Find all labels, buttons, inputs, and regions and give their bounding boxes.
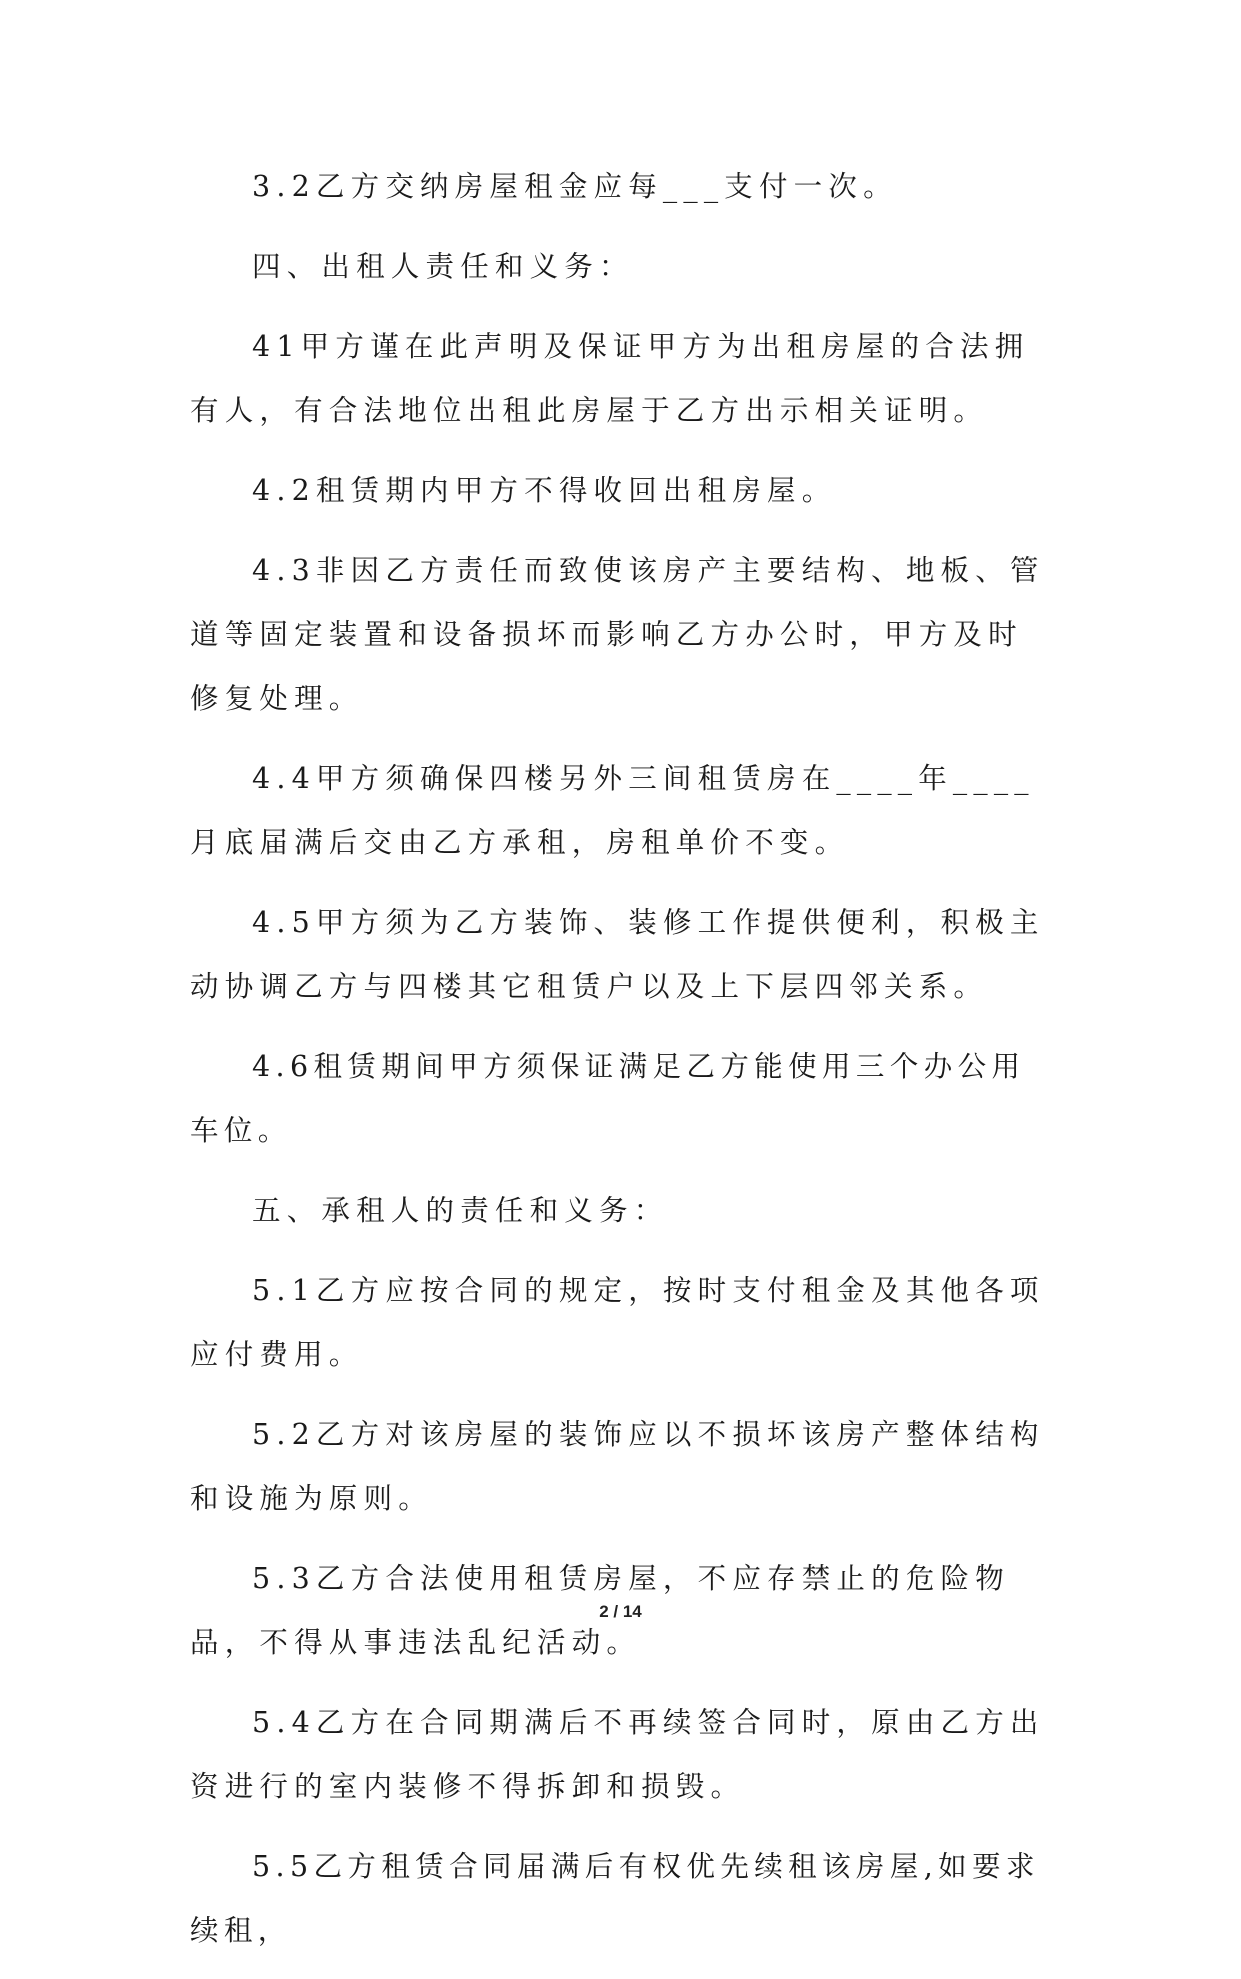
heading-lessor-duties: 四、出租人责任和义务： bbox=[252, 250, 634, 283]
paragraph-5-1: 5.1乙方应按合同的规定，按时支付租金及其他各项应付费用。 bbox=[190, 1274, 1045, 1371]
paragraph-4-1: 41甲方谨在此声明及保证甲方为出租房屋的合法拥有人，有合法地位出租此房屋于乙方出示相关证明。 bbox=[190, 330, 1030, 427]
paragraph-4-2: 4.2租赁期内甲方不得收回出租房屋。 bbox=[252, 474, 837, 507]
paragraph-4-5: 4.5甲方须为乙方装饰、装修工作提供便利，积极主动协调乙方与四楼其它租赁户以及上下层四邻关系。 bbox=[190, 906, 1045, 1003]
paragraph-3-2: 3.2乙方交纳房屋租金应每___支付一次。 bbox=[252, 170, 898, 203]
heading-lessee-duties: 五、承租人的责任和义务： bbox=[252, 1194, 669, 1227]
paragraph-5-2: 5.2乙方对该房屋的装饰应以不损坏该房产整体结构和设施为原则。 bbox=[190, 1418, 1045, 1515]
paragraph-4-4: 4.4甲方须确保四楼另外三间租赁房在____年____月底届满后交由乙方承租，房租单价不变。 bbox=[190, 762, 1035, 859]
paragraph-5-4: 5.4乙方在合同期满后不再续签合同时，原由乙方出资进行的室内装修不得拆卸和损毁。 bbox=[190, 1706, 1045, 1803]
paragraph-5-5: 5.5乙方租赁合同届满后有权优先续租该房屋,如要求续租， bbox=[190, 1850, 1040, 1947]
paragraph-4-3: 4.3非因乙方责任而致使该房产主要结构、地板、管道等固定装置和设备损坏而影响乙方办公时，甲方及时修复处理。 bbox=[190, 554, 1045, 715]
paragraph-5-3: 5.3乙方合法使用租赁房屋，不应存禁止的危险物品，不得从事违法乱纪活动。 bbox=[190, 1562, 1010, 1659]
document-body bbox=[190, 155, 1050, 1979]
page-number: 2 / 14 bbox=[599, 1602, 642, 1621]
paragraph-4-6: 4.6租赁期间甲方须保证满足乙方能使用三个办公用车位。 bbox=[190, 1050, 1026, 1147]
